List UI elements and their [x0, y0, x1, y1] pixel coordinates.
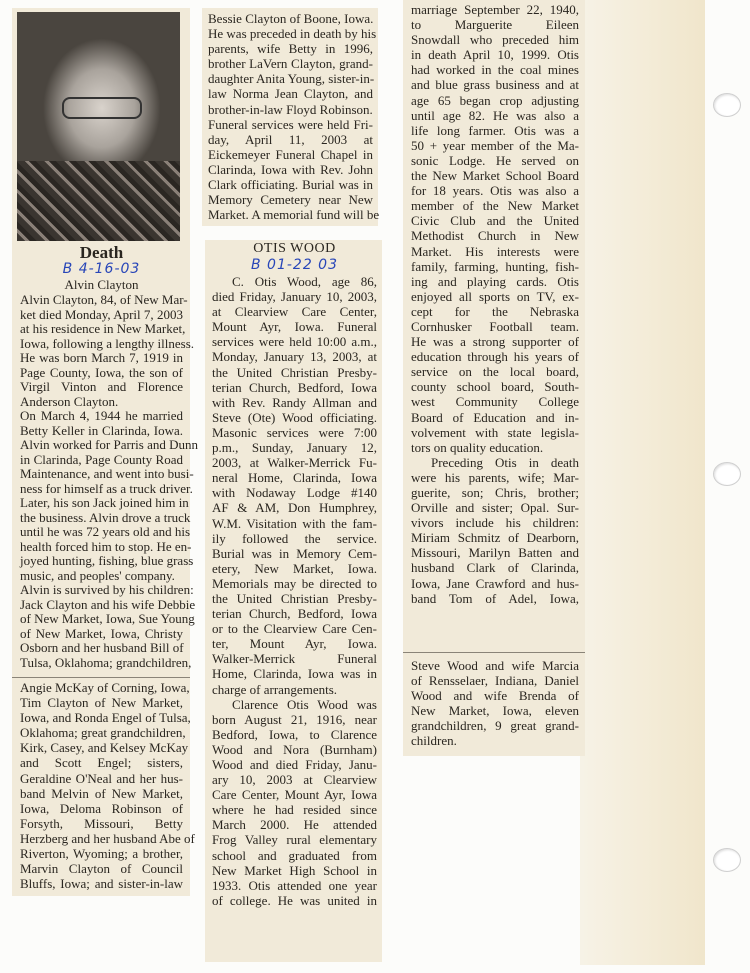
text-line: day, April 11, 2003 at [208, 131, 373, 147]
binder-hole [713, 462, 741, 486]
text-line: had worked in the coal mines [411, 62, 579, 78]
text-line: Virgil Vinton and Florence [20, 379, 183, 394]
text-line: or to the Clearview Care Cen- [212, 621, 377, 637]
paper-stain [580, 0, 705, 965]
text-line: band Melvin of New Market, [20, 785, 183, 801]
text-line: Wood and wife Brenda of [411, 688, 579, 704]
text-line: Snowdall who preceded him [411, 32, 579, 48]
text-line: Orville and sister; Opal. Sur- [411, 500, 579, 516]
text-line: brother LaVern Clayton, grand- [208, 56, 373, 72]
text-line: ily followed the service. [212, 530, 377, 546]
text-line: tors on quality education. [411, 439, 544, 455]
text-line: and blue grass business and at [411, 77, 579, 93]
text-line: for 18 years. Otis was also a [411, 183, 579, 199]
text-line: life long farmer. Otis was a [411, 122, 579, 138]
text-line: He was preceded in death by his [208, 26, 377, 42]
text-line: the United Christian Presby- [212, 590, 377, 606]
text-line: Alvin Clayton, 84, of New Mar- [20, 292, 188, 307]
text-line: Alvin is survived by his children: [20, 582, 194, 597]
text-line: Osborn and her husband Bill of [20, 640, 184, 655]
obituary-name: Alvin Clayton [64, 277, 139, 292]
text-line: Burial was in Memory Cem- [212, 545, 377, 561]
text-line: Steve (Ote) Wood officiating. [212, 409, 377, 425]
handwritten-date: B 4-16-03 [62, 261, 141, 277]
text-line: ket died Monday, April 7, 2003 [20, 306, 183, 322]
text-line: Bluffs, Iowa; and sister-in-law [20, 876, 183, 892]
text-line: member of the New Market [411, 198, 579, 214]
text-line: Market. His interests were [411, 243, 579, 259]
text-line: Clarence Otis Wood was [232, 696, 377, 712]
text-line: Maintenance, and went into busi- [20, 466, 194, 481]
binder-hole [713, 93, 741, 117]
text-line: in death April 10, 1999. Otis [411, 47, 579, 63]
text-line: daughter Anita Young, sister-in- [208, 71, 375, 87]
text-line: law Norma Jean Clayton, and [208, 86, 373, 102]
text-line: and Scott Engel; sisters, [20, 755, 183, 771]
text-line: born August 21, 1916, near [212, 711, 377, 727]
obituary-heading: OTIS WOOD [253, 241, 336, 256]
text-line: Miriam Schmitz of Dearborn, [411, 530, 579, 546]
text-line: age 65 began crop adjusting [411, 92, 579, 108]
clipping-divider [12, 677, 190, 678]
text-line: marriage September 22, 1940, [411, 2, 579, 17]
clayton-obituary-end [208, 11, 380, 223]
text-line: Preceding Otis in death [431, 454, 579, 470]
text-line: On March 4, 1944 he married [20, 408, 183, 423]
text-line: Masonic services were 7:00 [212, 424, 377, 440]
text-line: Monday, January 13, 2003, at [212, 349, 377, 365]
wood-obituary-cont [411, 2, 579, 606]
text-line: the New Market School Board [411, 168, 579, 184]
text-line: ter, Mount Ayr, Iowa. [212, 636, 377, 652]
text-line: Steve Wood and wife Marcia [411, 658, 579, 673]
text-line: grandchildren, 9 great grand- [411, 718, 579, 734]
text-line: band Tom of Adel, Iowa, [411, 590, 579, 606]
text-line: of Rensselaer, Indiana, Daniel [411, 673, 579, 689]
text-line: Riverton, Wyoming; a brother, [20, 846, 183, 862]
text-line: Missouri, Marilyn Batten and [411, 545, 579, 561]
text-line: Eickemeyer Funeral Chapel in [208, 146, 373, 162]
text-line: joyed hunting, fishing, blue grass [20, 553, 194, 568]
text-line: Angie McKay of Corning, Iowa, [20, 680, 190, 695]
text-line: W.M. Visitation with the fam- [212, 515, 377, 531]
text-line: AF & AM, Don Humphrey, [212, 500, 377, 516]
text-line: music, and peoples' company. [20, 567, 175, 583]
text-line: Betty Keller in Clarinda, Iowa. [20, 422, 183, 438]
text-line: service on the local board, [411, 364, 579, 380]
text-line: county school board, South- [411, 379, 579, 395]
text-line: Walker-Merrick Funeral [212, 651, 377, 667]
text-line: Memory Cemetery near New [208, 192, 373, 208]
text-line: with Rev. Randy Allman and [212, 394, 377, 410]
text-line: Tulsa, Oklahoma; grandchildren, [20, 654, 192, 670]
text-line: of New Market, Iowa, Christy [20, 625, 183, 641]
text-line: of college. He was united in [212, 892, 377, 908]
text-line: children. [411, 733, 457, 749]
wood-obituary-end [411, 658, 579, 749]
text-line: guerite, son; Chris, brother; [411, 485, 579, 500]
text-line: 2003, at Walker-Merrick Fu- [212, 455, 377, 471]
text-line: Iowa, Deloma Robinson of [20, 800, 183, 816]
text-line: to Marguerite Eileen [411, 17, 579, 33]
binder-hole [713, 848, 741, 872]
text-line: terian Church, Bedford, Iowa [212, 606, 377, 622]
clayton-obituary [20, 243, 198, 670]
text-line: C. Otis Wood, age 86, [232, 274, 377, 289]
handwritten-date: B 01-22 03 [251, 257, 338, 273]
text-line: Wood and Nora (Burnham) [212, 741, 377, 757]
text-line: Later, his son Jack joined him in [20, 495, 189, 510]
text-line: Clark officiating. Burial was in [208, 177, 373, 193]
text-line: Funeral services were held Fri- [208, 116, 373, 132]
wood-obituary [212, 241, 377, 908]
text-line: school and graduated from [212, 847, 377, 863]
text-line: etery, New Market, Iowa. [212, 560, 377, 576]
text-line: 50 + year member of the Ma- [411, 137, 579, 153]
text-line: New Market High School in [212, 862, 377, 878]
text-line: Marvin Clayton of Council [20, 861, 183, 877]
text-line: enjoyed all sports on TV, ex- [411, 288, 579, 304]
text-line: Geraldine O'Neal and her hus- [20, 770, 183, 786]
text-line: Herzberg and her husband Abe of [20, 830, 195, 846]
text-line: Tim Clayton of New Market, [20, 695, 183, 711]
text-line: parents, wife Betty in 1996, [208, 41, 373, 57]
text-line: Page County, Iowa, the son of [20, 364, 183, 380]
text-line: Methodist Church in New [411, 228, 579, 244]
text-line: Jack Clayton and his wife Debbie [20, 596, 196, 612]
text-line: Civic Club and the United [411, 213, 579, 229]
text-line: the United Christian Presby- [212, 364, 377, 380]
text-line: education through his years of [411, 349, 579, 365]
text-line: Iowa, Jane Crawford and hus- [411, 575, 579, 591]
text-line: brother-in-law Floyd Robinson. [208, 101, 373, 117]
text-line: ness for himself as a truck driver. [20, 480, 193, 496]
text-line: Board of Education and in- [411, 409, 579, 425]
text-line: March 2000. He attended [212, 817, 377, 833]
text-line: at Clearview Care Center, [212, 304, 377, 320]
text-line: terian Church, Bedford, Iowa [212, 379, 377, 395]
text-line: Home, Clarinda, Iowa was in [212, 666, 377, 682]
text-line: Wood and died Friday, Janu- [212, 757, 377, 772]
text-line: Memorials may be directed to [212, 575, 377, 591]
text-line: Care Center, Mount Ayr, Iowa [212, 787, 377, 803]
text-line: Oklahoma; great grandchildren, [20, 725, 186, 741]
text-line: ing and playing cards. Otis [411, 273, 579, 289]
text-line: volvement with state legisla- [411, 424, 579, 440]
text-line: at his residence in New Market, [20, 321, 186, 336]
text-line: Market. A memorial fund will be [208, 207, 380, 223]
text-line: cept for the Nebraska [411, 303, 579, 319]
text-line: charge of arrangements. [212, 681, 338, 697]
text-line: New Market, Iowa, eleven [411, 703, 579, 719]
text-line: where he had resided since [212, 802, 377, 818]
text-line: Forsyth, Missouri, Betty [20, 815, 183, 831]
text-line: Frog Valley rural elementary [212, 832, 377, 848]
text-line: Clarinda, Iowa with Rev. John [208, 161, 373, 177]
text-line: Iowa, and Ronda Engel of Tulsa, [20, 710, 191, 726]
death-heading: Death [79, 243, 124, 262]
text-line: 1933. Otis attended one year [212, 877, 377, 893]
text-line: of New Market, Iowa, Sue Young [20, 611, 195, 626]
text-line: sonic Lodge. He served on [411, 152, 579, 168]
text-line: Kirk, Casey, and Kelsey McKay [20, 740, 189, 756]
text-line: ary 10, 2003 at Clearview [212, 772, 377, 788]
text-line: Mount Ayr, Iowa. Funeral [212, 319, 377, 335]
text-line: He was a strong supporter of [411, 334, 579, 350]
text-line: health forced him to stop. He en- [20, 538, 192, 554]
text-line: husband Clark of Clarinda, [411, 560, 579, 576]
text-line: until age 82. He was also a [411, 107, 579, 123]
text-line: Cornhusker Football team. [411, 318, 579, 334]
text-line: Bessie Clayton of Boone, Iowa. [208, 11, 374, 26]
text-line: west Community College [411, 394, 579, 410]
text-line: p.m., Sunday, January 12, [212, 440, 377, 456]
text-line: died Friday, January 10, 2003, [212, 289, 377, 305]
text-line: family, farming, hunting, fish- [411, 258, 579, 274]
text-line: Anderson Clayton. [20, 393, 119, 409]
text-line: Bedford, Iowa, to Clarence [212, 726, 377, 742]
clayton-obituary-cont [20, 680, 195, 892]
text-line: in Clarinda, Page County Road [20, 451, 183, 467]
text-line: were his parents, wife; Mar- [411, 469, 579, 485]
text-line: the business. Alvin drove a truck [20, 509, 191, 525]
text-line: Alvin worked for Parris and Dunn [20, 437, 198, 452]
text-line: Iowa, following a lengthy illness. [20, 335, 195, 351]
text-line: He was born March 7, 1919 in [20, 350, 183, 365]
text-line: vivors include his children: [411, 515, 579, 531]
text-line: with Nodaway Lodge #140 [212, 485, 377, 501]
text-line: until he was 72 years old and his [20, 524, 191, 539]
text-line: services were held 10:00 a.m., [212, 334, 377, 350]
portrait-photo [17, 12, 180, 241]
text-line: neral Home, Clarinda, Iowa [212, 470, 377, 486]
